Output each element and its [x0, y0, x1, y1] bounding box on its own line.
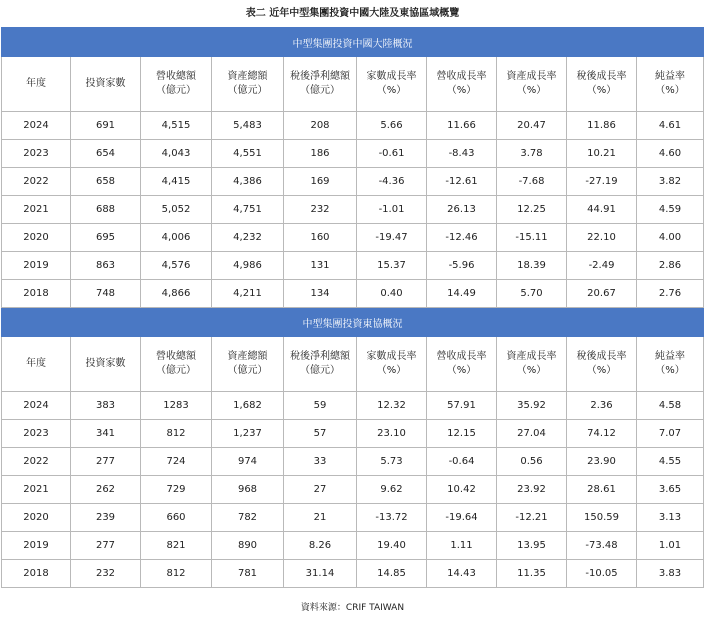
table-cell: -13.72 [357, 504, 427, 532]
table-row [2, 532, 704, 560]
table-cell: 3.65 [637, 476, 704, 504]
table-cell: 4,211 [212, 280, 284, 308]
column-header-line: 稅後成長率 [576, 351, 627, 362]
table-cell: -0.61 [357, 140, 427, 168]
column-header [141, 337, 212, 392]
table-cell: 186 [284, 140, 357, 168]
table-cell: 890 [212, 532, 284, 560]
table-cell: -7.68 [497, 168, 567, 196]
table-cell: -10.05 [567, 560, 637, 588]
table-cell: 968 [212, 476, 284, 504]
table-cell: 5.66 [357, 112, 427, 140]
table-cell: 14.43 [427, 560, 497, 588]
section-title: 中型集團投資中國大陸概況 [2, 28, 704, 57]
table-cell: 4.55 [637, 448, 704, 476]
column-header-line: 營收成長率 [436, 71, 487, 82]
table-cell: 1,682 [212, 392, 284, 420]
table-cell: 4,415 [141, 168, 212, 196]
column-header-line: 投資家數 [85, 358, 126, 369]
table-cell: 695 [71, 224, 141, 252]
table-row [2, 420, 704, 448]
table-row [2, 252, 704, 280]
table-cell: 12.25 [497, 196, 567, 224]
table-cell: 781 [212, 560, 284, 588]
column-header-line: （%） [516, 85, 547, 96]
column-header-line: 家數成長率 [366, 71, 417, 82]
table-cell: 0.40 [357, 280, 427, 308]
table-cell: -12.46 [427, 224, 497, 252]
column-header-line: （億元） [227, 85, 268, 96]
section-title: 中型集團投資東協概況 [2, 308, 704, 337]
table-cell: 134 [284, 280, 357, 308]
table-cell: 5.73 [357, 448, 427, 476]
table-cell: 4.58 [637, 392, 704, 420]
table-cell: 4,551 [212, 140, 284, 168]
table-cell: 2023 [2, 420, 71, 448]
column-header-line: （%） [446, 85, 477, 96]
table-cell: 383 [71, 392, 141, 420]
column-header-line: 純益率 [655, 351, 686, 362]
column-header [497, 337, 567, 392]
table-cell: 262 [71, 476, 141, 504]
table-cell: 341 [71, 420, 141, 448]
table-row [2, 448, 704, 476]
table-cell: 28.61 [567, 476, 637, 504]
column-header-line: （億元） [156, 85, 196, 96]
table-cell: 1283 [141, 392, 212, 420]
table-cell: 59 [284, 392, 357, 420]
column-header [637, 57, 704, 112]
table-cell: 4,232 [212, 224, 284, 252]
column-header-line: 家數成長率 [366, 351, 417, 362]
column-header-line: 年度 [26, 78, 46, 89]
table-cell: 2.36 [567, 392, 637, 420]
table-cell: 2022 [2, 168, 71, 196]
table-cell: 232 [284, 196, 357, 224]
table-cell: 4,386 [212, 168, 284, 196]
table-row [2, 476, 704, 504]
table-cell: 18.39 [497, 252, 567, 280]
column-header-line: （%） [655, 85, 685, 96]
table-cell: -12.61 [427, 168, 497, 196]
column-header [357, 337, 427, 392]
column-header [427, 57, 497, 112]
table-cell: 729 [141, 476, 212, 504]
table-cell: -1.01 [357, 196, 427, 224]
column-header-line: （億元） [227, 365, 268, 376]
table-cell: 2024 [2, 392, 71, 420]
table-cell: 277 [71, 532, 141, 560]
table-cell: 4,751 [212, 196, 284, 224]
column-header-line: （%） [376, 85, 407, 96]
column-header [141, 57, 212, 112]
table-cell: 654 [71, 140, 141, 168]
column-header-row [2, 57, 704, 112]
column-header-line: 年度 [26, 358, 46, 369]
table-cell: 12.15 [427, 420, 497, 448]
table-cell: 782 [212, 504, 284, 532]
table-cell: 11.66 [427, 112, 497, 140]
table-cell: 863 [71, 252, 141, 280]
table-cell: 22.10 [567, 224, 637, 252]
table-cell: 23.10 [357, 420, 427, 448]
table-cell: 14.85 [357, 560, 427, 588]
table-cell: 812 [141, 420, 212, 448]
table-cell: 8.26 [284, 532, 357, 560]
table-cell: 5,052 [141, 196, 212, 224]
table-cell: 11.35 [497, 560, 567, 588]
table-cell: 27.04 [497, 420, 567, 448]
table-cell: 150.59 [567, 504, 637, 532]
table-cell: 23.90 [567, 448, 637, 476]
table-cell: 4.61 [637, 112, 704, 140]
column-header-line: 稅後成長率 [576, 71, 627, 82]
column-header-line: （%） [586, 365, 617, 376]
table-row [2, 196, 704, 224]
table-cell: 35.92 [497, 392, 567, 420]
table-caption: 表二 近年中型集團投資中國大陸及東協區域概覽 [245, 8, 460, 19]
column-header-line: 營收總額 [156, 71, 196, 82]
column-header-line: 資產總額 [227, 351, 268, 362]
column-header [2, 57, 71, 112]
table-cell: 12.32 [357, 392, 427, 420]
table-row [2, 112, 704, 140]
table-cell: 2022 [2, 448, 71, 476]
table-cell: 724 [141, 448, 212, 476]
table-cell: 7.07 [637, 420, 704, 448]
table-cell: 277 [71, 448, 141, 476]
column-header [212, 337, 284, 392]
table-cell: -19.47 [357, 224, 427, 252]
column-header-line: （億元） [156, 365, 196, 376]
table-cell: 57.91 [427, 392, 497, 420]
table-row [2, 392, 704, 420]
table-cell: 2020 [2, 504, 71, 532]
table-cell: 13.95 [497, 532, 567, 560]
column-header-line: 資產總額 [227, 71, 268, 82]
column-header-line: （%） [655, 365, 685, 376]
table-cell: 660 [141, 504, 212, 532]
table-cell: 2019 [2, 532, 71, 560]
table-cell: 4,515 [141, 112, 212, 140]
column-header-line: 稅後淨利總額 [290, 71, 350, 82]
table-cell: 748 [71, 280, 141, 308]
column-header [284, 337, 357, 392]
column-header [357, 57, 427, 112]
table-cell: 26.13 [427, 196, 497, 224]
table-row [2, 280, 704, 308]
column-header-row [2, 337, 704, 392]
column-header [2, 337, 71, 392]
table-cell: 27 [284, 476, 357, 504]
table-cell: 11.86 [567, 112, 637, 140]
column-header-line: 資產成長率 [506, 351, 557, 362]
table-cell: -73.48 [567, 532, 637, 560]
table-cell: 3.83 [637, 560, 704, 588]
column-header-line: 營收總額 [156, 351, 196, 362]
table-cell: 4,986 [212, 252, 284, 280]
column-header [637, 337, 704, 392]
table-row [2, 140, 704, 168]
table-cell: 44.91 [567, 196, 637, 224]
table-cell: 3.78 [497, 140, 567, 168]
table-cell: 812 [141, 560, 212, 588]
table-cell: 5,483 [212, 112, 284, 140]
section-header-row [2, 28, 704, 57]
table-cell: 691 [71, 112, 141, 140]
table-cell: 14.49 [427, 280, 497, 308]
table-cell: 33 [284, 448, 357, 476]
table-cell: 2.76 [637, 280, 704, 308]
column-header-line: 資產成長率 [506, 71, 557, 82]
table-cell: 2024 [2, 112, 71, 140]
table-cell: 1.11 [427, 532, 497, 560]
table-cell: 74.12 [567, 420, 637, 448]
table-cell: 4,576 [141, 252, 212, 280]
table-cell: 658 [71, 168, 141, 196]
table-cell: 169 [284, 168, 357, 196]
table-cell: 1.01 [637, 532, 704, 560]
table-cell: 15.37 [357, 252, 427, 280]
table-cell: 160 [284, 224, 357, 252]
table-cell: 1,237 [212, 420, 284, 448]
table-cell: -4.36 [357, 168, 427, 196]
table-cell: 21 [284, 504, 357, 532]
table-row [2, 168, 704, 196]
table-cell: -8.43 [427, 140, 497, 168]
table-cell: 2021 [2, 476, 71, 504]
table-cell: 4,043 [141, 140, 212, 168]
table-row [2, 504, 704, 532]
table-cell: -0.64 [427, 448, 497, 476]
table-cell: 3.13 [637, 504, 704, 532]
table-cell: 23.92 [497, 476, 567, 504]
table-cell: 4.59 [637, 196, 704, 224]
table-row [2, 560, 704, 588]
column-header-line: 純益率 [655, 71, 686, 82]
table-cell: 19.40 [357, 532, 427, 560]
section-header-row [2, 308, 704, 337]
source-note: 資料來源：CRIF TAIWAN [300, 603, 405, 613]
table-cell: -5.96 [427, 252, 497, 280]
table-cell: 9.62 [357, 476, 427, 504]
table-cell: 3.82 [637, 168, 704, 196]
table-cell: 57 [284, 420, 357, 448]
column-header [71, 57, 141, 112]
table-cell: 208 [284, 112, 357, 140]
table-cell: 4.60 [637, 140, 704, 168]
table-cell: 2018 [2, 280, 71, 308]
table-cell: 0.56 [497, 448, 567, 476]
table-cell: 4.00 [637, 224, 704, 252]
column-header [497, 57, 567, 112]
table-cell: 2018 [2, 560, 71, 588]
column-header-line: 營收成長率 [436, 351, 487, 362]
table-cell: 2023 [2, 140, 71, 168]
table-cell: 4,866 [141, 280, 212, 308]
table-cell: 2019 [2, 252, 71, 280]
table-cell: 974 [212, 448, 284, 476]
table-cell: 239 [71, 504, 141, 532]
column-header-line: 稅後淨利總額 [290, 351, 350, 362]
table-cell: 688 [71, 196, 141, 224]
table-cell: 232 [71, 560, 141, 588]
table-cell: 821 [141, 532, 212, 560]
column-header-line: （%） [586, 85, 617, 96]
investment-overview-table [1, 27, 704, 588]
column-header [427, 337, 497, 392]
column-header-line: （%） [516, 365, 547, 376]
table-cell: 4,006 [141, 224, 212, 252]
table-cell: -19.64 [427, 504, 497, 532]
column-header-line: （%） [376, 365, 407, 376]
table-cell: 31.14 [284, 560, 357, 588]
column-header [567, 337, 637, 392]
column-header [284, 57, 357, 112]
table-cell: 10.21 [567, 140, 637, 168]
table-cell: 2020 [2, 224, 71, 252]
table-cell: 131 [284, 252, 357, 280]
table-row [2, 224, 704, 252]
table-cell: 2021 [2, 196, 71, 224]
table-cell: 5.70 [497, 280, 567, 308]
column-header [212, 57, 284, 112]
table-cell: 20.67 [567, 280, 637, 308]
table-cell: -27.19 [567, 168, 637, 196]
column-header [567, 57, 637, 112]
column-header-line: （億元） [300, 85, 340, 96]
column-header-line: （%） [446, 365, 477, 376]
table-body [2, 28, 704, 588]
table-cell: -2.49 [567, 252, 637, 280]
table-cell: 10.42 [427, 476, 497, 504]
column-header-line: （億元） [300, 365, 340, 376]
table-cell: -15.11 [497, 224, 567, 252]
table-cell: 2.86 [637, 252, 704, 280]
column-header [71, 337, 141, 392]
table-cell: 20.47 [497, 112, 567, 140]
column-header-line: 投資家數 [85, 78, 126, 89]
table-cell: -12.21 [497, 504, 567, 532]
